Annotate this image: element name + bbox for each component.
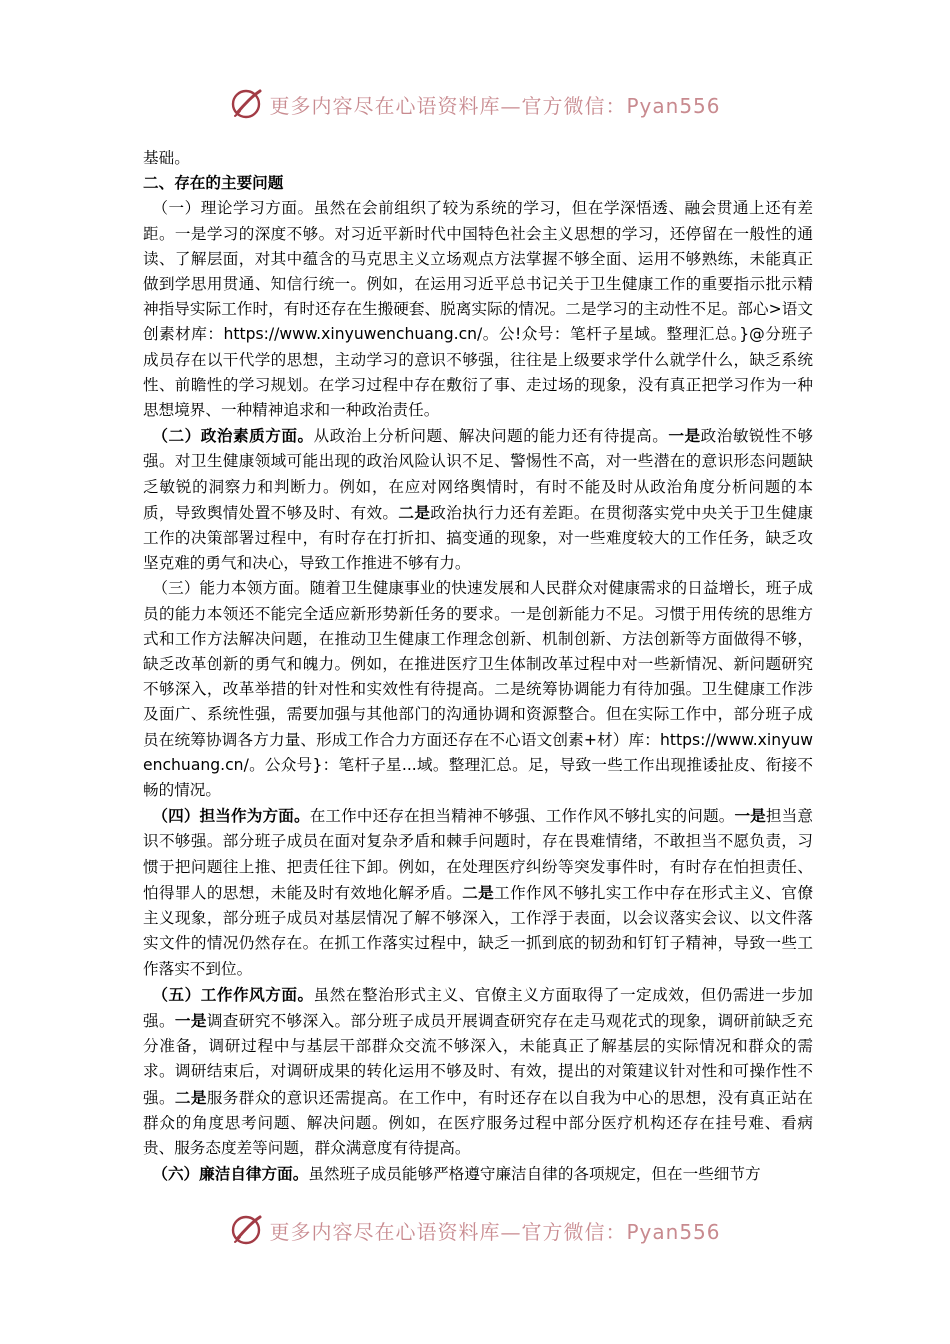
- banner-text: 更多内容尽在心语资料库—官方微信：Pyan556: [269, 1219, 721, 1244]
- paragraph-integrity: （六）廉洁自律方面。虽然班子成员能够严格遵守廉洁自律的各项规定，但在一些细节方: [152, 1164, 761, 1184]
- footer-watermark-banner: [0, 1210, 950, 1250]
- paragraph-theory-study: （一）理论学习方面。虽然在会前组织了较为系统的学习，但在学深悟透、融会贯通上还有差距。一是学习的深度不够。对习近平新时代中国特色社会主义思想的学习，还停留在一般性的通读、了解层面，对其中蕴含的马克思主义立场观点方法掌握不够全面、运用不够熟练，未能真正做到学思用贯通、知信行统一。例如，在运用习近平总书记关于卫生健康工作的重要指示批示精神指导实际工作时，有时还存在生搬硬套、脱离实际的情况。二是学习的主动性不足。部心>语文创素材库：https://www.xinyuwenchuang.cn/。公!众号：笔杆子星域。整理汇总。}@分班子成员存在以干代学的思想，主动学习的意识不够强，往往是上级要求学什么就学什么，缺乏系统性、前瞻性的学习规划。在学习过程中存在敷衍了事、走过场的现象，没有真正把学习作为一种思想境界、一种精神追求和一种政治责任。: [143, 199, 813, 420]
- banner-text: 更多内容尽在心语资料库—官方微信：Pyan556: [269, 93, 721, 118]
- section-heading: 二、存在的主要问题: [143, 174, 284, 193]
- document-body: [143, 146, 813, 1187]
- paragraph-work-style: （五）工作作风方面。虽然在整治形式主义、官僚主义方面取得了一定成效，但仍需进一步加强。一是调查研究不够深入。部分班子成员开展调查研究存在走马观花式的现象，调研前缺乏充分准备，调研过程中与基层干部群众交流不够深入，未能真正了解基层的实际情况和群众的需求。调研结束后，对调研成果的转化运用不够及时、有效，提出的对策建议针对性和可操作性不强。二是服务群众的意识还需提高。在工作中，有时还存在以自我为中心的思想，没有真正站在群众的角度思考问题、解决问题。例如，在医疗服务过程中部分医疗机构还存在挂号难、看病贵、服务态度差等问题，群众满意度有待提高。: [143, 984, 813, 1157]
- header-watermark-banner: [0, 84, 950, 124]
- paragraph-responsibility: （四）担当作为方面。在工作中还存在担当精神不够强、工作作风不够扎实的问题。一是担当意识不够强。部分班子成员在面对复杂矛盾和棘手问题时，存在畏难情绪，不敢担当不愿负责，习惯于把问题往上推、把责任往下卸。例如，在处理医疗纠纷等突发事件时，有时存在怕担责任、怕得罪人的思想，未能及时有效地化解矛盾。二是工作作风不够扎实工作中存在形式主义、官僚主义现象，部分班子成员对基层情况了解不够深入，工作浮于表面，以会议落实会议、以文件落实文件的情况仍然存在。在抓工作落实过程中，缺乏一抓到底的韧劲和钉钉子精神，导致一些工作落实不到位。: [143, 806, 813, 978]
- brush-logo-icon: [229, 1212, 265, 1248]
- paragraph-continuation: 基础。: [143, 149, 190, 167]
- paragraph-political-quality: （二）政治素质方面。从政治上分析问题、解决问题的能力还有待提高。一是政治敏锐性不够强。对卫生健康领域可能出现的政治风险认识不足、警惕性不高，对一些潜在的意识形态问题缺乏敏锐的洞察力和判断力。例如，在应对网络舆情时，有时不能及时从政治角度分析问题的本质，导致舆情处置不够及时、有效。二是政治执行力还有差距。在贯彻落实党中央关于卫生健康工作的决策部署过程中，有时存在打折扣、搞变通的现象，对一些难度较大的工作任务，缺乏攻坚克难的勇气和决心，导致工作推进不够有力。: [143, 426, 813, 573]
- paragraph-capability: （三）能力本领方面。随着卫生健康事业的快速发展和人民群众对健康需求的日益增长，班子成员的能力本领还不能完全适应新形势新任务的要求。一是创新能力不足。习惯于用传统的思维方式和工作方法解决问题，在推动卫生健康工作理念创新、机制创新、方法创新等方面做得不够，缺乏改革创新的勇气和魄力。例如，在推进医疗卫生体制改革过程中对一些新情况、新问题研究不够深入，改革举措的针对性和实效性有待提高。二是统筹协调能力有待加强。卫生健康工作涉及面广、系统性强，需要加强与其他部门的沟通协调和资源整合。但在实际工作中，部分班子成员在统筹协调各方力量、形成工作合力方面还存在不心语文创素+材）库：https://www.xinyuwenchuang.cn/。公众号}：笔杆子星...域。整理汇总。足，导致一些工作出现推诿扯皮、衔接不畅的情况。: [143, 579, 813, 800]
- brush-logo-icon: [229, 86, 265, 122]
